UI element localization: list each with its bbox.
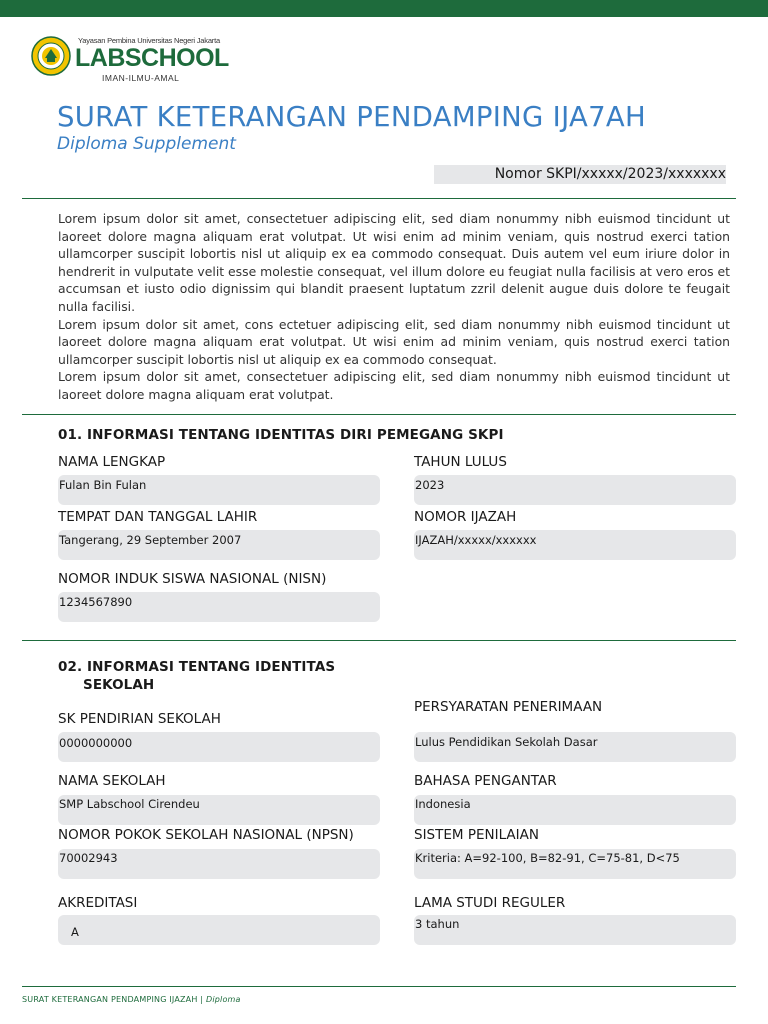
graduation-year-label: TAHUN LULUS bbox=[414, 454, 507, 470]
section-2-title-line-2: SEKOLAH bbox=[83, 677, 155, 693]
section-2-title bbox=[58, 658, 335, 694]
section-1-title: 01. INFORMASI TENTANG IDENTITAS DIRI PEMEGANG SKPI bbox=[58, 427, 504, 443]
document-subtitle: Diploma Supplement bbox=[57, 134, 236, 154]
study-length-label: LAMA STUDI REGULER bbox=[414, 895, 566, 911]
divider bbox=[22, 198, 736, 199]
divider bbox=[22, 414, 736, 415]
footer-italic-text: Diploma bbox=[205, 995, 241, 1004]
birth-label: TEMPAT DAN TANGGAL LAHIR bbox=[58, 509, 258, 525]
accreditation-field bbox=[58, 915, 380, 945]
section-2-title-line-1: 02. INFORMASI TENTANG IDENTITAS bbox=[58, 659, 336, 675]
footer bbox=[22, 995, 241, 1004]
logo-foundation-text: Yayasan Pembina Universitas Negeri Jakarta bbox=[78, 36, 220, 45]
accreditation-label: AKREDITASI bbox=[58, 895, 138, 911]
intro-text bbox=[58, 210, 730, 404]
document-title: SURAT KETERANGAN PENDAMPING IJA7AH bbox=[57, 101, 647, 133]
intro-paragraph: Lorem ipsum dolor sit amet, consectetuer adipiscing elit, sed diam nonummy nibh euismod tincidunt ut laoreet dolore magna aliquam erat volutpat. bbox=[58, 369, 730, 402]
top-bar bbox=[0, 0, 768, 17]
logo-name: LABSCHOOL bbox=[75, 44, 229, 72]
nisn-value: 1234567890 bbox=[59, 595, 133, 609]
accreditation-value: A bbox=[71, 925, 79, 939]
npsn-label: NOMOR POKOK SEKOLAH NASIONAL (NPSN) bbox=[58, 827, 354, 843]
logo-motto: IMAN-ILMU-AMAL bbox=[102, 73, 180, 83]
language-label: BAHASA PENGANTAR bbox=[414, 773, 557, 789]
study-length-value: 3 tahun bbox=[415, 917, 460, 931]
graduation-year-value: 2023 bbox=[415, 478, 445, 492]
school-name-value: SMP Labschool Cirendeu bbox=[59, 797, 200, 811]
school-name-label: NAMA SEKOLAH bbox=[58, 773, 166, 789]
diploma-number-value: IJAZAH/xxxxx/xxxxxx bbox=[415, 533, 537, 547]
labschool-logo bbox=[31, 33, 241, 85]
graduation-year-field bbox=[414, 475, 736, 505]
document-number: Nomor SKPI/xxxxx/2023/xxxxxxx bbox=[494, 166, 726, 182]
intro-paragraph: Lorem ipsum dolor sit amet, consectetuer adipiscing elit, sed diam nonummy nibh euismod tincidunt ut laoreet dolore magna aliquam erat volutpat. Ut wisi enim ad minim veniam, quis nostrud exerci tation ullamcorper suscipit lobortis nisl ut aliquip ex ea commodo consequat. Duis autem vel eum iriure dolor in hendrerit in vulputate velit esse molestie consequat, vel illum dolore eu feugiat nulla facilisis at vero eros et accumsan et iusto odio dignissim qui blandit praesent luptatum zzril delenit augue duis dolore te feugait nulla facilisi. bbox=[58, 211, 730, 314]
admission-value: Lulus Pendidikan Sekolah Dasar bbox=[415, 735, 598, 749]
labschool-seal-icon bbox=[31, 36, 71, 76]
grading-value: Kriteria: A=92-100, B=82-91, C=75-81, D<75 bbox=[415, 851, 680, 865]
npsn-value: 70002943 bbox=[59, 851, 118, 865]
footer-text: SURAT KETERANGAN PENDAMPING IJAZAH | bbox=[22, 995, 204, 1004]
language-value: Indonesia bbox=[415, 797, 471, 811]
document-number-box bbox=[434, 165, 726, 184]
nisn-label: NOMOR INDUK SISWA NASIONAL (NISN) bbox=[58, 571, 327, 587]
intro-paragraph: Lorem ipsum dolor sit amet, cons ectetuer adipiscing elit, sed diam nonummy nibh euismod tincidunt ut laoreet dolore magna aliquam erat volutpat. Ut wisi enim ad minim veniam, quis nostrud exerci tation ullamcorper suscipit lobortis nisl ut aliquip ex ea commodo consequat. bbox=[58, 316, 730, 367]
full-name-label: NAMA LENGKAP bbox=[58, 454, 166, 470]
decree-label: SK PENDIRIAN SEKOLAH bbox=[58, 711, 221, 727]
divider bbox=[22, 986, 736, 987]
birth-value: Tangerang, 29 September 2007 bbox=[59, 533, 242, 547]
grading-label: SISTEM PENILAIAN bbox=[414, 827, 539, 843]
study-length-field bbox=[414, 915, 736, 945]
diploma-number-label: NOMOR IJAZAH bbox=[414, 509, 517, 525]
decree-value: 0000000000 bbox=[59, 736, 133, 750]
admission-label: PERSYARATAN PENERIMAAN bbox=[414, 699, 603, 715]
divider bbox=[22, 640, 736, 641]
full-name-value: Fulan Bin Fulan bbox=[59, 478, 147, 492]
